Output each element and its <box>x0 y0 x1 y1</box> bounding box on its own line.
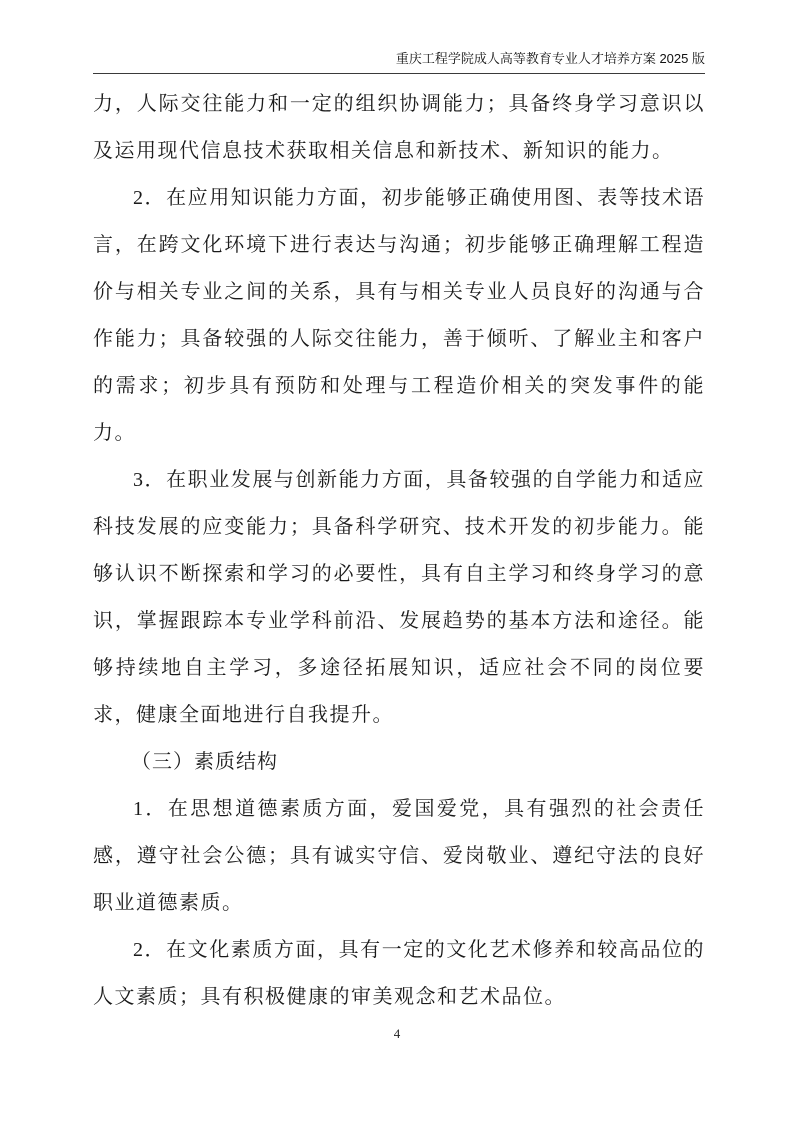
page-number: 4 <box>393 1026 401 1041</box>
header-title: 重庆工程学院成人高等教育专业人才培养方案 2025 版 <box>395 51 705 66</box>
paragraph-moral-quality: 1．在思想道德素质方面，爱国爱党，具有强烈的社会责任感，遵守社会公德；具有诚实守信、爱岗敬业、遵纪守法的良好职业道德素质。 <box>93 798 705 914</box>
document-body <box>93 81 705 1021</box>
page-header <box>93 50 705 74</box>
page-footer <box>0 1024 794 1044</box>
paragraph-cultural-quality: 2．在文化素质方面，具有一定的文化艺术修养和较高品位的人文素质；具有积极健康的审美观念和艺术品位。 <box>93 939 705 1008</box>
paragraph-career-innovation: 3．在职业发展与创新能力方面，具备较强的自学能力和适应科技发展的应变能力；具备科学研究、技术开发的初步能力。能够认识不断探索和学习的必要性，具有自主学习和终身学习的意识，掌握跟踪本专业学科前沿、发展趋势的基本方法和途径。能够持续地自主学习，多途径拓展知识，适应社会不同的岗位要求，健康全面地进行自我提升。 <box>93 469 705 726</box>
paragraph-applied-knowledge: 2．在应用知识能力方面，初步能够正确使用图、表等技术语言，在跨文化环境下进行表达与沟通；初步能够正确理解工程造价与相关专业之间的关系，具有与相关专业人员良好的沟通与合作能力；具备较强的人际交往能力，善于倾听、了解业主和客户的需求；初步具有预防和处理与工程造价相关的突发事件的能力。 <box>93 187 705 444</box>
paragraph-continuation: 力，人际交往能力和一定的组织协调能力；具备终身学习意识以及运用现代信息技术获取相关信息和新技术、新知识的能力。 <box>93 93 705 162</box>
section-heading-quality-structure: （三）素质结构 <box>131 751 278 773</box>
